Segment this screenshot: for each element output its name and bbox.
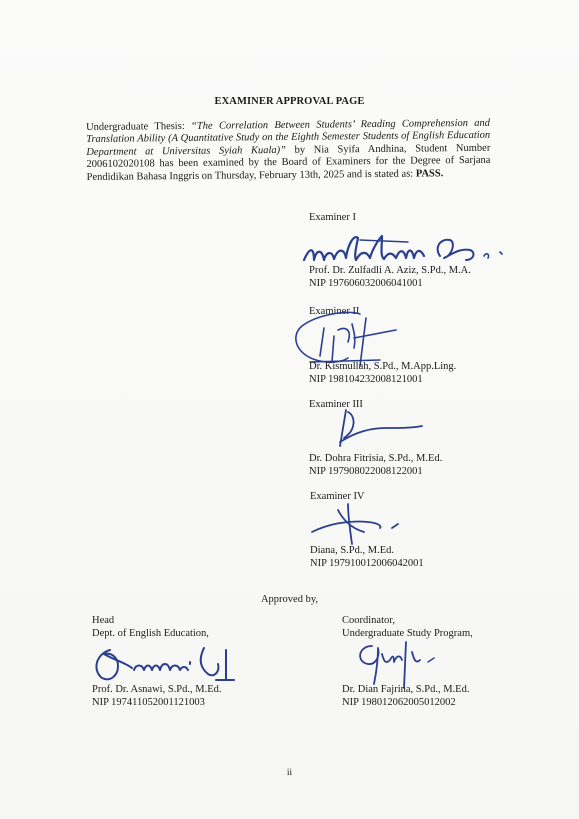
examiner-4-name: Diana, S.Pd., M.Ed.: [310, 545, 394, 556]
examiner-2-nip: NIP 198104232008121001: [309, 374, 423, 385]
examiner-1-role: Examiner I: [309, 212, 356, 223]
examiner-3-nip: NIP 197908022008122001: [309, 466, 423, 477]
head-nip: NIP 197411052001121003: [92, 697, 205, 708]
examiner-3-role: Examiner III: [309, 399, 363, 410]
coordinator-nip: NIP 198012062005012002: [342, 697, 456, 708]
examiner-4-details: [310, 544, 424, 570]
intro-label: Undergraduate Thesis:: [86, 120, 192, 133]
head-signature: [88, 640, 238, 686]
examiner-4-role: Examiner IV: [310, 491, 365, 502]
intro-paragraph: [86, 118, 491, 184]
coordinator-name: Dr. Dian Fajrina, S.Pd., M.Ed.: [342, 684, 470, 695]
page-title: EXAMINER APPROVAL PAGE: [214, 96, 365, 107]
thesis-title: “The Correlation Between Students’ Reading Comprehension and Translation Ability (A Quantitative Study on the Eighth Semester Students of English Education Department at Universitas Syiah Kuala)”: [86, 117, 491, 158]
examiner-2-role: Examiner II: [309, 306, 360, 317]
coordinator-line2: Undergraduate Study Program,: [342, 628, 473, 639]
head-title-block: [92, 614, 209, 640]
head-line1: Head: [92, 615, 115, 626]
examiner-2-details: [309, 360, 456, 386]
head-line2: Dept. of English Education,: [92, 628, 209, 639]
coordinator-title-block: [342, 614, 473, 640]
intro-by-line: by Nia Syifa Andhina, Student Number 2006102020108 has been examined by the Board of Examiners for the Degree of Sarjana Pendidikan Bahasa Inggris on Thursday, February 13th, 2025 and is stated as:: [86, 142, 491, 183]
examiner-1-nip: NIP 197606032006041001: [309, 278, 423, 289]
examiner-3-name: Dr. Dohra Fitrisia, S.Pd., M.Ed.: [309, 453, 443, 464]
examiner-4-nip: NIP 197910012006042001: [310, 558, 424, 569]
examiner-4-signature: [308, 498, 418, 548]
exam-status: PASS.: [415, 167, 444, 180]
examiner-1-details: [309, 264, 471, 290]
coordinator-signature: [348, 632, 458, 690]
page-number: ii: [286, 768, 293, 778]
approved-by-label: Approved by,: [260, 594, 319, 605]
examiner-3-details: [309, 452, 442, 478]
coordinator-details: [342, 683, 469, 709]
coordinator-line1: Coordinator,: [342, 615, 395, 626]
head-name: Prof. Dr. Asnawi, S.Pd., M.Ed.: [92, 684, 222, 695]
examiner-2-name: Dr. Kismullah, S.Pd., M.App.Ling.: [309, 361, 457, 372]
examiner-1-name: Prof. Dr. Zulfadli A. Aziz, S.Pd., M.A.: [309, 265, 471, 276]
head-details: [92, 683, 222, 709]
